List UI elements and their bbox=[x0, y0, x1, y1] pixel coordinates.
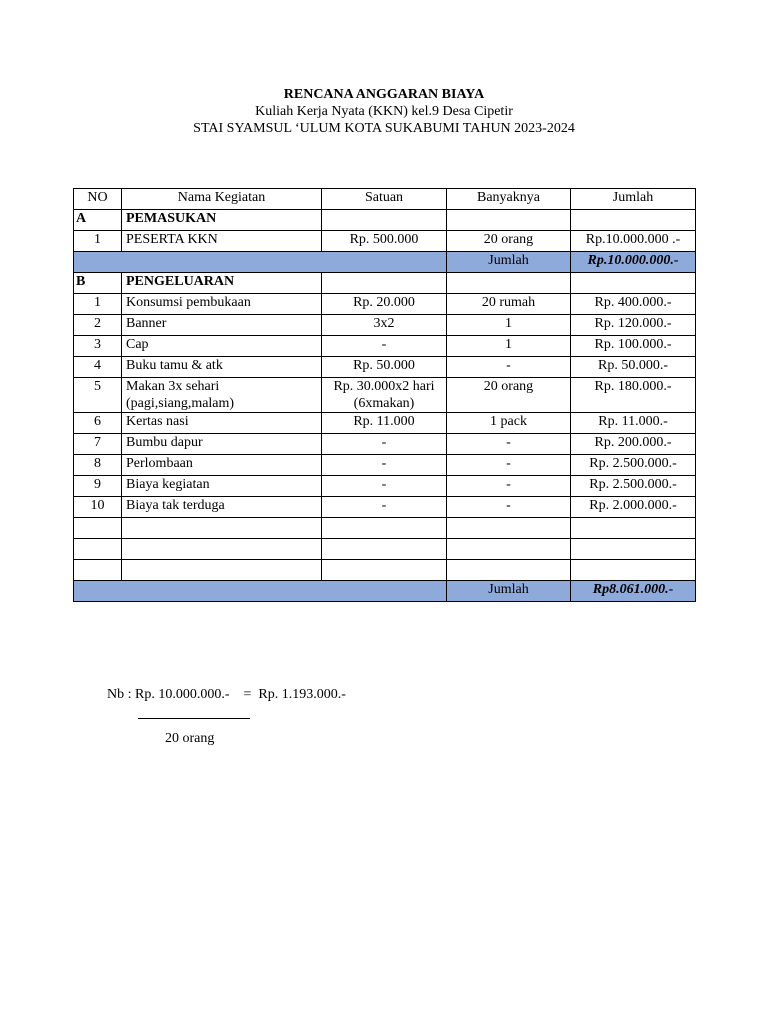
cell-no: 10 bbox=[74, 497, 122, 518]
cell-jumlah: Rp. 2.500.000.- bbox=[571, 455, 696, 476]
cell-no: 9 bbox=[74, 476, 122, 497]
cell-banyaknya: 20 rumah bbox=[447, 294, 571, 315]
cell-name: Buku tamu & atk bbox=[122, 357, 322, 378]
cell-jumlah: Rp. 50.000.- bbox=[571, 357, 696, 378]
table-row bbox=[74, 413, 696, 434]
cell-no: 8 bbox=[74, 455, 122, 476]
cell-jumlah: Rp. 400.000.- bbox=[571, 294, 696, 315]
cell-satuan: Rp. 50.000 bbox=[322, 357, 447, 378]
section-code: A bbox=[74, 210, 122, 231]
cell-banyaknya: 20 orang bbox=[447, 231, 571, 252]
column-header-jumlah: Jumlah bbox=[571, 189, 696, 210]
cell-satuan: - bbox=[322, 476, 447, 497]
cell-no: 5 bbox=[74, 378, 122, 413]
section-label: PENGELUARAN bbox=[122, 273, 322, 294]
document-header bbox=[0, 86, 768, 137]
empty-row bbox=[74, 518, 696, 539]
cell-satuan: - bbox=[322, 434, 447, 455]
cell-name: Biaya tak terduga bbox=[122, 497, 322, 518]
cell-banyaknya: 1 pack bbox=[447, 413, 571, 434]
cell-jumlah: Rp. 2.500.000.- bbox=[571, 476, 696, 497]
cell-name: Makan 3x sehari (pagi,siang,malam) bbox=[122, 378, 322, 413]
total-label: Jumlah bbox=[447, 252, 571, 273]
cell-name: Banner bbox=[122, 315, 322, 336]
cell-jumlah: Rp. 100.000.- bbox=[571, 336, 696, 357]
empty-row bbox=[74, 539, 696, 560]
cell-banyaknya: 1 bbox=[447, 336, 571, 357]
column-header-no: NO bbox=[74, 189, 122, 210]
cell-banyaknya: - bbox=[447, 476, 571, 497]
section-a-total-row bbox=[74, 252, 696, 273]
table-header-row bbox=[74, 189, 696, 210]
table-row bbox=[74, 336, 696, 357]
section-a-header-row bbox=[74, 210, 696, 231]
section-b-header-row bbox=[74, 273, 696, 294]
cell-name: Konsumsi pembukaan bbox=[122, 294, 322, 315]
cell-no: 2 bbox=[74, 315, 122, 336]
cell-satuan: - bbox=[322, 336, 447, 357]
section-code: B bbox=[74, 273, 122, 294]
document-title: RENCANA ANGGARAN BIAYA bbox=[283, 87, 485, 102]
cell-banyaknya: 20 orang bbox=[447, 378, 571, 413]
cell-banyaknya: - bbox=[447, 434, 571, 455]
document-subtitle: Kuliah Kerja Nyata (KKN) kel.9 Desa Cipetir bbox=[255, 104, 513, 119]
cell-no: 4 bbox=[74, 357, 122, 378]
cell-no: 1 bbox=[74, 294, 122, 315]
cell-satuan: Rp. 30.000x2 hari (6xmakan) bbox=[322, 378, 447, 413]
total-value: Rp8.061.000.- bbox=[571, 581, 696, 602]
table-row bbox=[74, 357, 696, 378]
fraction-line bbox=[138, 718, 250, 719]
table-row bbox=[74, 455, 696, 476]
table-row bbox=[74, 434, 696, 455]
cell-satuan: Rp. 20.000 bbox=[322, 294, 447, 315]
note-denominator: 20 orang bbox=[165, 731, 215, 746]
cell-name: Cap bbox=[122, 336, 322, 357]
cell-satuan: 3x2 bbox=[322, 315, 447, 336]
cell-no: 3 bbox=[74, 336, 122, 357]
cell-satuan: - bbox=[322, 497, 447, 518]
column-header-banyaknya: Banyaknya bbox=[447, 189, 571, 210]
section-label: PEMASUKAN bbox=[122, 210, 322, 231]
cell-banyaknya: - bbox=[447, 497, 571, 518]
total-value: Rp.10.000.000.- bbox=[571, 252, 696, 273]
cell-satuan: Rp. 11.000 bbox=[322, 413, 447, 434]
cell-no: 1 bbox=[74, 231, 122, 252]
empty-row bbox=[74, 560, 696, 581]
cell-jumlah: Rp. 120.000.- bbox=[571, 315, 696, 336]
cell-name: Kertas nasi bbox=[122, 413, 322, 434]
cell-name: Biaya kegiatan bbox=[122, 476, 322, 497]
table-row bbox=[74, 476, 696, 497]
cell-name: PESERTA KKN bbox=[122, 231, 322, 252]
table-row bbox=[74, 231, 696, 252]
budget-table bbox=[73, 188, 696, 602]
table-row bbox=[74, 378, 696, 413]
cell-banyaknya: - bbox=[447, 357, 571, 378]
cell-jumlah: Rp. 200.000.- bbox=[571, 434, 696, 455]
cell-jumlah: Rp. 180.000.- bbox=[571, 378, 696, 413]
cell-satuan: Rp. 500.000 bbox=[322, 231, 447, 252]
note-numerator: Nb : Rp. 10.000.000.- = Rp. 1.193.000.- bbox=[107, 687, 346, 702]
section-b-total-row bbox=[74, 581, 696, 602]
table-row bbox=[74, 315, 696, 336]
column-header-nama-kegiatan: Nama Kegiatan bbox=[122, 189, 322, 210]
table-row bbox=[74, 294, 696, 315]
cell-jumlah: Rp. 2.000.000.- bbox=[571, 497, 696, 518]
cell-no: 7 bbox=[74, 434, 122, 455]
cell-name: Bumbu dapur bbox=[122, 434, 322, 455]
cell-name: Perlombaan bbox=[122, 455, 322, 476]
total-label: Jumlah bbox=[447, 581, 571, 602]
cell-jumlah: Rp. 11.000.- bbox=[571, 413, 696, 434]
table-row bbox=[74, 497, 696, 518]
column-header-satuan: Satuan bbox=[322, 189, 447, 210]
cell-jumlah: Rp.10.000.000 .- bbox=[571, 231, 696, 252]
cell-no: 6 bbox=[74, 413, 122, 434]
cell-satuan: - bbox=[322, 455, 447, 476]
cell-banyaknya: 1 bbox=[447, 315, 571, 336]
document-institution: STAI SYAMSUL ‘ULUM KOTA SUKABUMI TAHUN 2023-2024 bbox=[193, 121, 575, 136]
cell-banyaknya: - bbox=[447, 455, 571, 476]
